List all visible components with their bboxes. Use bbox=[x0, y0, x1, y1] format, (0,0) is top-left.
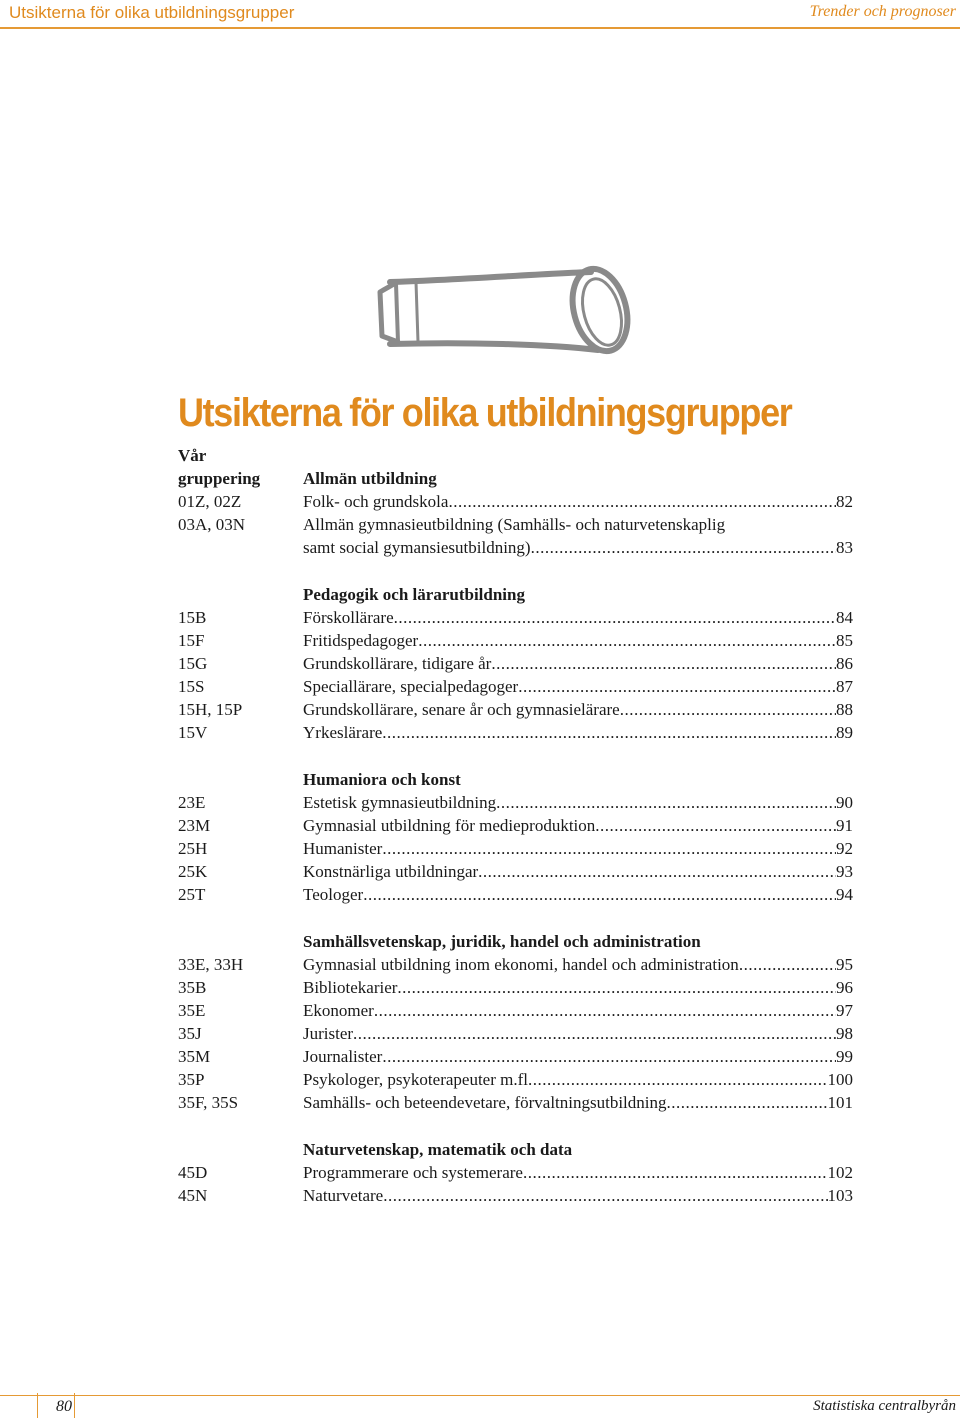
toc-entry[interactable] bbox=[178, 721, 853, 744]
entry-page: 101 bbox=[827, 1093, 853, 1112]
group-code: 15G bbox=[178, 654, 208, 673]
entry-page: 83 bbox=[836, 538, 853, 557]
table-of-contents bbox=[178, 444, 853, 1207]
entry-label: Gymnasial utbildning för medieproduktion bbox=[303, 816, 596, 835]
group-code: 15F bbox=[178, 631, 205, 650]
toc-entry[interactable] bbox=[178, 1068, 853, 1091]
group-code: 23M bbox=[178, 816, 211, 835]
section-heading: Pedagogik och lärarutbildning bbox=[303, 585, 525, 604]
entry-page: 90 bbox=[836, 793, 853, 812]
header-row-1 bbox=[178, 444, 853, 467]
entry-page: 82 bbox=[836, 492, 853, 511]
running-header-left: Utsikterna för olika utbildningsgrupper bbox=[9, 3, 295, 22]
group-code: 03A, 03N bbox=[178, 515, 246, 534]
running-header bbox=[0, 0, 960, 29]
entry-label: Grundskollärare, tidigare år bbox=[303, 654, 492, 673]
section-heading-row bbox=[178, 1138, 853, 1161]
publisher: Statistiska centralbyrån bbox=[813, 1398, 956, 1414]
entry-page: 87 bbox=[836, 677, 853, 696]
toc-entry[interactable] bbox=[178, 814, 853, 837]
entry-label: Estetisk gymnasieutbildning bbox=[303, 793, 497, 812]
page-number: 80 bbox=[56, 1398, 72, 1415]
entry-label: Ekonomer bbox=[303, 1001, 374, 1020]
footer-rule bbox=[0, 1395, 960, 1396]
entry-label: Bibliotekarier bbox=[303, 978, 398, 997]
entry-label: Jurister bbox=[303, 1024, 354, 1043]
section-heading: Humaniora och konst bbox=[303, 770, 461, 789]
group-code: 35E bbox=[178, 1001, 206, 1020]
group-code: 23E bbox=[178, 793, 206, 812]
toc-entry[interactable] bbox=[178, 652, 853, 675]
toc-entry[interactable] bbox=[178, 791, 853, 814]
entry-label: Förskollärare bbox=[303, 608, 394, 627]
group-code: 15B bbox=[178, 608, 207, 627]
entry-page: 98 bbox=[836, 1024, 853, 1043]
entry-label: Humanister bbox=[303, 839, 383, 858]
entry-label: Naturvetare bbox=[303, 1186, 384, 1205]
entry-label: Psykologer, psykoterapeuter m.fl bbox=[303, 1070, 528, 1089]
entry-page: 96 bbox=[836, 978, 853, 997]
entry-label: Yrkeslärare bbox=[303, 723, 383, 742]
section-heading-row bbox=[178, 768, 853, 791]
entry-label: Gymnasial utbildning inom ekonomi, handel och administration bbox=[303, 955, 739, 974]
entry-page: 99 bbox=[836, 1047, 853, 1066]
group-code: 33E, 33H bbox=[178, 955, 244, 974]
entry-page: 84 bbox=[836, 608, 853, 627]
entry-label: Speciallärare, specialpedagoger bbox=[303, 677, 519, 696]
group-code: 35M bbox=[178, 1047, 211, 1066]
entry-page: 88 bbox=[836, 700, 853, 719]
entry-label: Fritidspedagoger bbox=[303, 631, 419, 650]
telescope-icon bbox=[376, 262, 638, 362]
entry-label: Programmerare och systemerare bbox=[303, 1163, 523, 1182]
entry-label: Grundskollärare, senare år och gymnasielärare bbox=[303, 700, 620, 719]
entry-label: samt social gymansiesutbildning) bbox=[303, 538, 531, 557]
entry-page: 100 bbox=[827, 1070, 853, 1089]
entry-label: Samhälls- och beteendevetare, förvaltningsutbildning bbox=[303, 1093, 667, 1112]
page-title: Utsikterna för olika utbildningsgrupper bbox=[178, 391, 792, 435]
toc-entry[interactable] bbox=[178, 999, 853, 1022]
group-code: 15S bbox=[178, 677, 205, 696]
entry-page: 94 bbox=[836, 885, 853, 904]
toc-entry[interactable] bbox=[178, 976, 853, 999]
group-code: 01Z, 02Z bbox=[178, 492, 242, 511]
grouping-header-line2: gruppering bbox=[178, 469, 261, 488]
toc-entry[interactable] bbox=[178, 606, 853, 629]
section-heading: Allmän utbildning bbox=[303, 469, 437, 488]
toc-entry[interactable] bbox=[178, 953, 853, 976]
toc-entry[interactable] bbox=[178, 675, 853, 698]
toc-entry[interactable] bbox=[178, 883, 853, 906]
section-heading: Naturvetenskap, matematik och data bbox=[303, 1140, 573, 1159]
toc-entry[interactable] bbox=[178, 837, 853, 860]
grouping-header: Vår bbox=[178, 446, 207, 465]
entry-page: 102 bbox=[827, 1163, 853, 1182]
group-code: 15V bbox=[178, 723, 208, 742]
toc-entry[interactable] bbox=[178, 1184, 853, 1207]
entry-page: 91 bbox=[836, 816, 853, 835]
toc-entry[interactable] bbox=[178, 490, 853, 513]
entry-label-line1: Allmän gymnasieutbildning (Samhälls- och naturvetenskaplig bbox=[303, 515, 726, 534]
group-code: 45N bbox=[178, 1186, 208, 1205]
entry-label: Folk- och grundskola bbox=[303, 492, 449, 511]
entry-page: 85 bbox=[836, 631, 853, 650]
toc-entry[interactable] bbox=[178, 860, 853, 883]
entry-page: 92 bbox=[836, 839, 853, 858]
group-code: 35F, 35S bbox=[178, 1093, 239, 1112]
entry-page: 97 bbox=[836, 1001, 853, 1020]
section-heading-row bbox=[178, 583, 853, 606]
section-heading-row bbox=[178, 930, 853, 953]
toc-entry[interactable] bbox=[178, 629, 853, 652]
entry-page: 93 bbox=[836, 862, 853, 881]
group-code: 25K bbox=[178, 862, 208, 881]
section-heading: Samhällsvetenskap, juridik, handel och administration bbox=[303, 932, 701, 951]
running-header-right: Trender och prognoser bbox=[809, 3, 956, 20]
group-code: 45D bbox=[178, 1163, 208, 1182]
entry-page: 103 bbox=[827, 1186, 853, 1205]
toc-entry[interactable] bbox=[178, 536, 853, 559]
entry-page: 89 bbox=[836, 723, 853, 742]
group-code: 35P bbox=[178, 1070, 205, 1089]
toc-entry[interactable] bbox=[178, 1091, 853, 1114]
entry-page: 86 bbox=[836, 654, 853, 673]
toc-entry[interactable] bbox=[178, 1045, 853, 1068]
group-code: 25T bbox=[178, 885, 206, 904]
group-code: 25H bbox=[178, 839, 208, 858]
group-code: 35B bbox=[178, 978, 207, 997]
toc-entry[interactable] bbox=[178, 698, 853, 721]
toc-entry[interactable] bbox=[178, 1022, 853, 1045]
entry-label: Journalister bbox=[303, 1047, 383, 1066]
header-row-2 bbox=[178, 467, 853, 490]
group-code: 15H, 15P bbox=[178, 700, 243, 719]
group-code: 35J bbox=[178, 1024, 202, 1043]
entry-label: Konstnärliga utbildningar bbox=[303, 862, 479, 881]
toc-entry-line1[interactable] bbox=[178, 513, 853, 536]
entry-page: 95 bbox=[836, 955, 853, 974]
toc-entry[interactable] bbox=[178, 1161, 853, 1184]
entry-label: Teologer bbox=[303, 885, 364, 904]
